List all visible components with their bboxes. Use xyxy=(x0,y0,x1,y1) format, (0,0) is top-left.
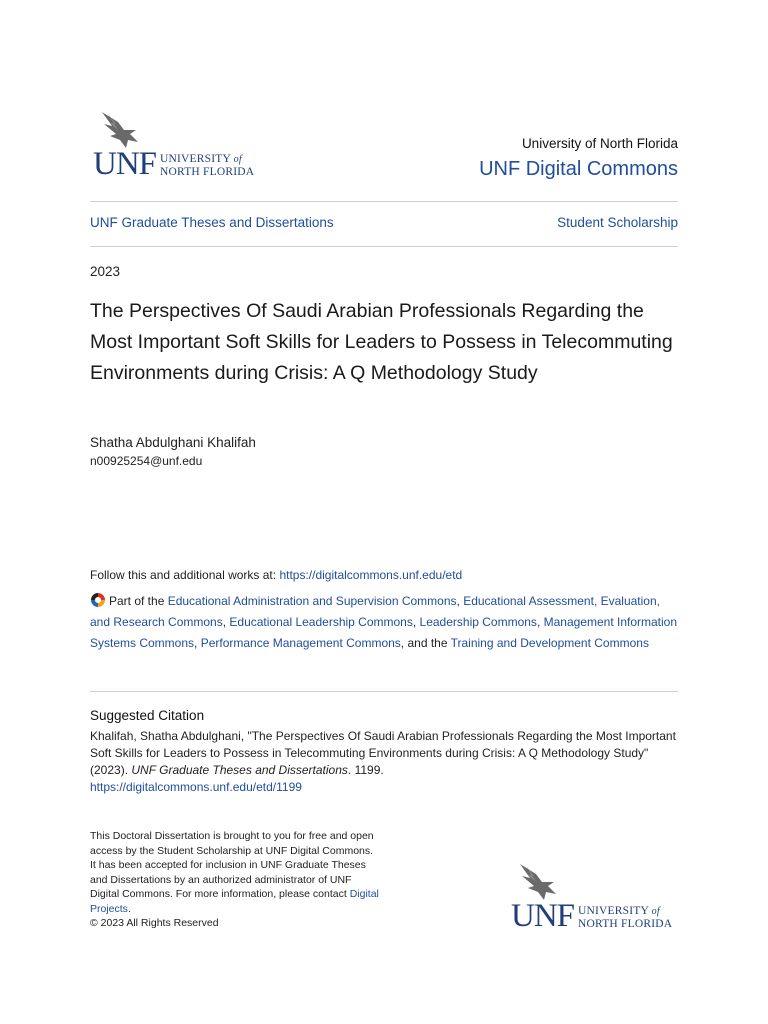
copyright: © 2023 All Rights Reserved xyxy=(90,917,219,929)
divider xyxy=(90,201,678,202)
document-title: The Perspectives Of Saudi Arabian Professionals Regarding the Most Important Soft Skills for Leaders to Possess in Telecommuting Environments during Crisis: A Q Methodology Study xyxy=(90,300,673,384)
author-name: Shatha Abdulghani Khalifah xyxy=(90,435,256,450)
divider xyxy=(90,691,678,692)
institution-name: University of North Florida xyxy=(521,136,678,151)
logo-wordmark: UNIVERSITY of NORTH FLORIDA xyxy=(578,905,673,930)
logo-wordmark: UNIVERSITY of NORTH FLORIDA xyxy=(160,153,255,178)
repository-link[interactable]: UNF Digital Commons xyxy=(479,158,678,180)
access-notice: This Doctoral Dissertation is brought to you for free and open access by the Student Scholarship at UNF Digital Commons. It has been accepted for inclusion in UNF Graduate Theses and Dissertations by an authorized administrator of UNF Digital Commons. For more information, please contact Digital Projects. © 2023 All Rights Reserved xyxy=(90,830,379,929)
digital-projects-link[interactable]: Digital Projects xyxy=(90,888,379,915)
part-of-commons: Part of the Educational Administration and Supervision Commons, Educational Assessment, Evaluation, and Research Commons, Educational Leadership Commons, Leadership Commons, Management Information Systems Commons, Performance Management Commons, and the Training and Development Commons xyxy=(90,594,678,650)
logo-unf-mark: UNF xyxy=(511,898,575,934)
commons-link-performance-management[interactable]: Performance Management Commons xyxy=(200,636,401,650)
unf-logo-footer xyxy=(508,862,683,937)
commons-link-management-information-systems[interactable]: Management Information Systems Commons xyxy=(90,615,678,650)
citation-heading: Suggested Citation xyxy=(90,708,205,723)
commons-link-leadership[interactable]: Leadership Commons xyxy=(419,615,537,629)
unf-logo[interactable] xyxy=(90,110,265,185)
cover-page xyxy=(90,0,678,1024)
commons-link-training-development[interactable]: Training and Development Commons xyxy=(450,636,649,650)
etd-link[interactable]: https://digitalcommons.unf.edu/etd xyxy=(279,568,463,582)
student-scholarship-link[interactable]: Student Scholarship xyxy=(557,215,678,230)
logo-unf-mark: UNF xyxy=(93,146,157,182)
commons-link-educational-leadership[interactable]: Educational Leadership Commons xyxy=(229,615,413,629)
network-commons-icon xyxy=(90,592,106,608)
follow-line: Follow this and additional works at: https://digitalcommons.unf.edu/etd xyxy=(90,568,463,582)
citation-link[interactable]: https://digitalcommons.unf.edu/etd/1199 xyxy=(90,780,302,794)
collection-link[interactable]: UNF Graduate Theses and Dissertations xyxy=(90,215,334,230)
osprey-icon xyxy=(516,862,560,902)
divider xyxy=(90,246,678,247)
author-email: n00925254@unf.edu xyxy=(90,454,203,468)
commons-link-educational-administration[interactable]: Educational Administration and Supervision Commons xyxy=(167,594,457,608)
commons-link-educational-assessment[interactable]: Educational Assessment, Evaluation, and Research Commons xyxy=(90,594,660,629)
citation-text: Khalifah, Shatha Abdulghani, "The Perspectives Of Saudi Arabian Professionals Regarding the Most Important Soft Skills for Leaders to Possess in Telecommuting Environments during Crisis: A Q Methodology Study" (2023). UNF Graduate Theses and Dissertations. 1199. https://digitalcommons.unf.edu/etd/1199 xyxy=(90,729,676,794)
publication-year: 2023 xyxy=(90,264,121,279)
osprey-icon xyxy=(98,110,142,150)
